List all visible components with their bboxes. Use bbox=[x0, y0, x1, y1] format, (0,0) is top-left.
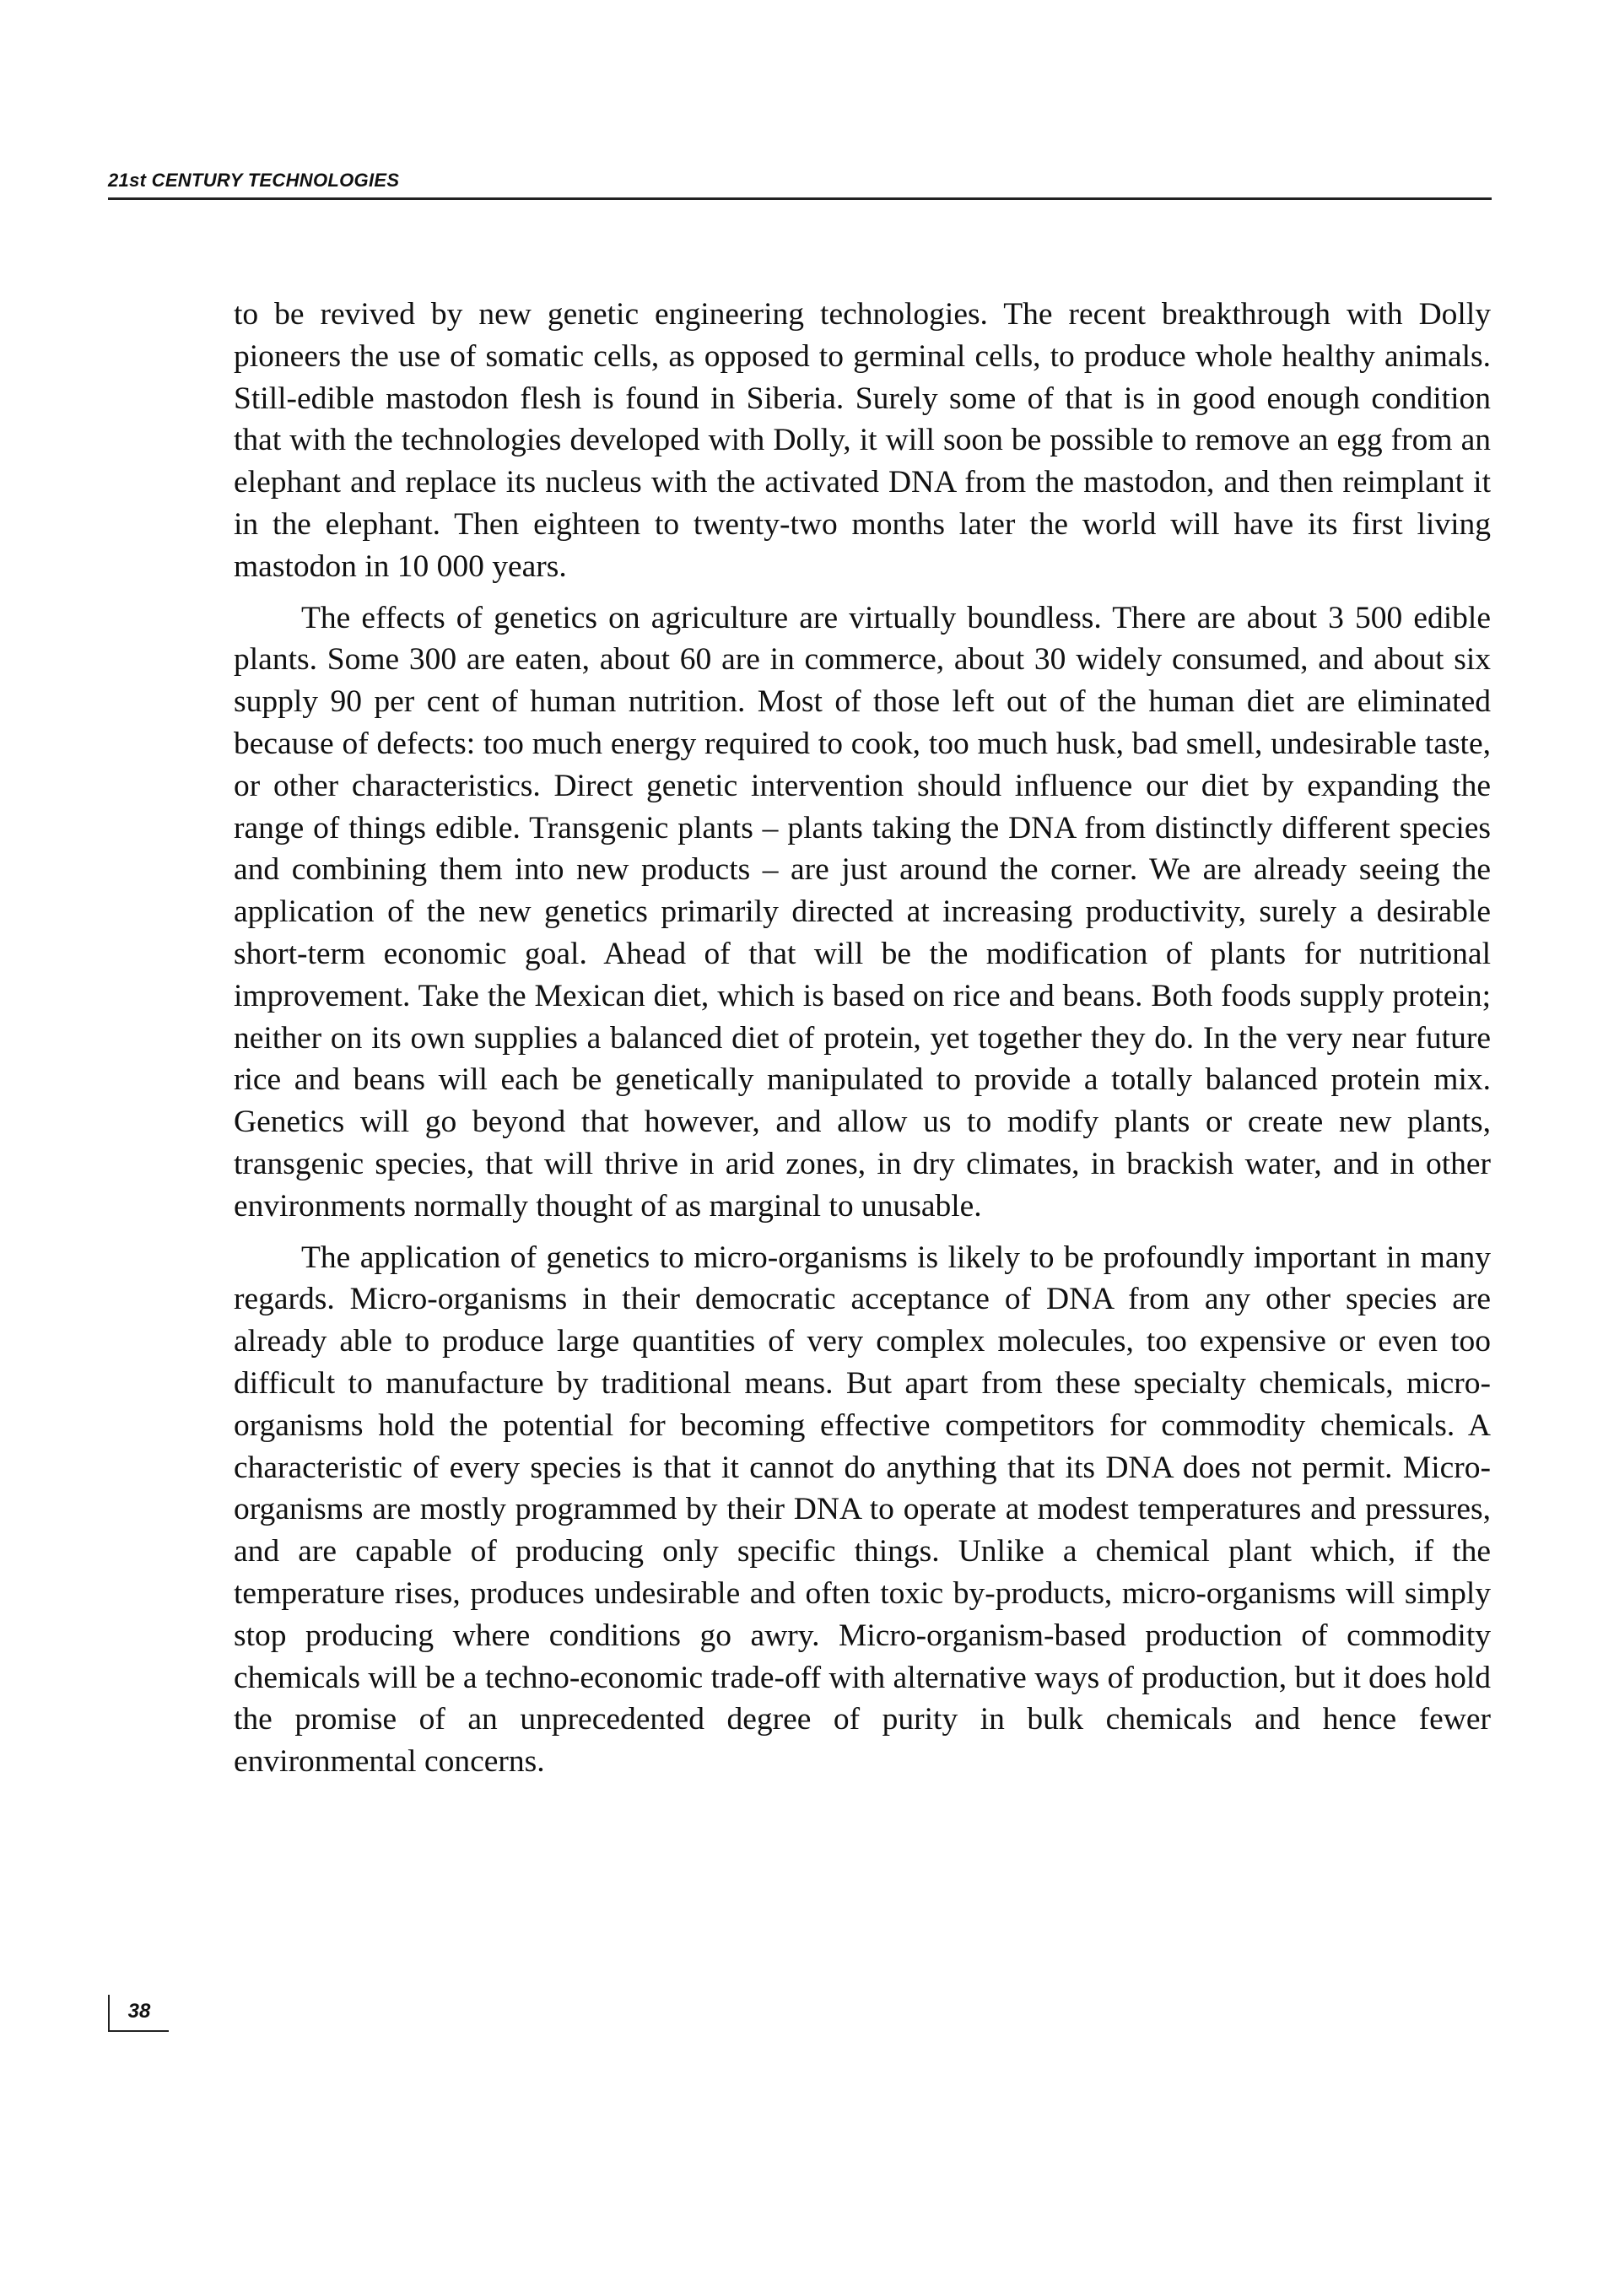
page-number: 38 bbox=[108, 1995, 169, 2032]
body-text bbox=[234, 294, 1491, 1783]
paragraph-micro-organisms: The application of genetics to micro-organisms is likely to be profoundly important in many regards. Micro-organisms in their democratic acceptance of DNA from any other species are already able to produce large quantities of very complex molecules, too expensive or even too difficult to manufacture by traditional means. But apart from these specialty chemicals, micro-organisms hold the potential for becoming effective competitors for commodity chemicals. A characteristic of every species is that it cannot do anything that its DNA does not permit. Micro-organisms are mostly programmed by their DNA to operate at modest temperatures and pressures, and are capable of producing only specific things. Unlike a chemical plant which, if the temperature rises, produces undesirable and often toxic by-products, micro-organisms will simply stop producing where conditions go awry. Micro-organism-based production of commodity chemicals will be a techno-economic trade-off with alternative ways of production, but it does hold the promise of an unprecedented degree of purity in bulk chemicals and hence fewer environmental concerns. bbox=[234, 1240, 1491, 1780]
running-header: 21st CENTURY TECHNOLOGIES bbox=[108, 169, 1492, 200]
paragraph-agriculture: The effects of genetics on agriculture are virtually boundless. There are about 3 500 edible plants. Some 300 are eaten, about 60 are in commerce, about 30 widely consumed, and about six supply 90 per cent of human nutrition. Most of those left out of the human diet are eliminated because of defects: too much energy required to cook, too much husk, bad smell, undesirable taste, or other characteristics. Direct genetic intervention should influence our diet by expanding the range of things edible. Transgenic plants – plants taking the DNA from distinctly different species and combining them into new products – are just around the corner. We are already seeing the application of the new genetics primarily directed at increasing productivity, surely a desirable short-term economic goal. Ahead of that will be the modification of plants for nutritional improvement. Take the Mexican diet, which is based on rice and beans. Both foods supply protein; neither on its own supplies a balanced diet of protein, yet together they do. In the very near future rice and beans will each be genetically manipulated to provide a totally balanced protein mix. Genetics will go beyond that however, and allow us to modify plants or create new plants, transgenic species, that will thrive in arid zones, in dry climates, in brackish water, and in other environments normally thought of as marginal to unusable. bbox=[234, 600, 1491, 1224]
paragraph-mastodon: to be revived by new genetic engineering technologies. The recent breakthrough with Dolly pioneers the use of somatic cells, as opposed to germinal cells, to produce whole healthy animals. Still-edible mastodon flesh is found in Siberia. Surely some of that is in good enough condition that with the technologies developed with Dolly, it will soon be possible to remove an egg from an elephant and replace its nucleus with the activated DNA from the mastodon, and then reimplant it in the elephant. Then eighteen to twenty-two months later the world will have its first living mastodon in 10 000 years. bbox=[234, 297, 1491, 584]
